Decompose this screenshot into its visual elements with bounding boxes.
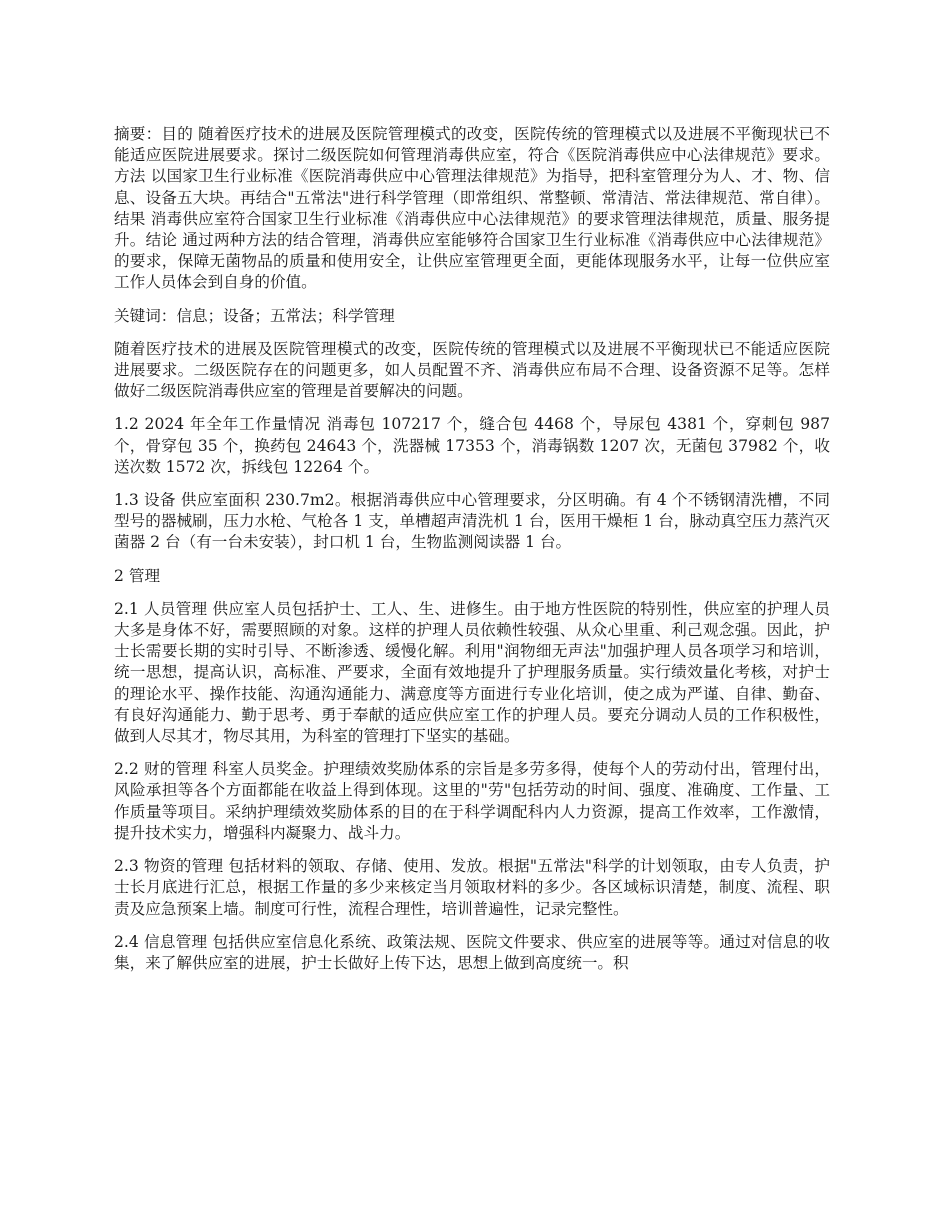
- keywords-paragraph: 关键词：信息；设备；五常法；科学管理: [114, 306, 395, 325]
- intro-paragraph: 随着医疗技术的进展及医院管理模式的改变，医院传统的管理模式以及进展不平衡现状已不能适应医院进展要求。二级医院存在的问题更多，如人员配置不齐、消毒供应布局不合理、设备资源不足等。怎样做好二级医院消毒供应室的管理是首要解决的问题。: [114, 339, 830, 401]
- equipment-paragraph: 1.3 设备 供应室面积 230.7m2。根据消毒供应中心管理要求，分区明确。有 4 个不锈钢清洗槽，不同型号的器械刷，压力水枪、气枪各 1 支，单槽超声清洗机 1 台，医用干燥柜 1 台，脉动真空压力蒸汽灭菌器 2 台（有一台未安装），封口机 1 台，生物监测阅读器 1 台。: [114, 491, 830, 552]
- materials-paragraph: 2.3 物资的管理 包括材料的领取、存储、使用、发放。根据"五常法"科学的计划领取，由专人负责，护士长月底进行汇总，根据工作量的多少来核定当月领取材料的多少。各区域标识清楚，制度、流程、职责及应急预案上墙。制度可行性，流程合理性，培训普遍性，记录完整性。: [114, 857, 830, 918]
- workload-paragraph: 1.2 2024 年全年工作量情况 消毒包 107217 个，缝合包 4468 个，导尿包 4381 个，穿刺包 987 个，骨穿包 35 个，换药包 24643 个，洗器械 17353 个，消毒锅数 1207 次，无菌包 37982 个，收送次数 1572 次，拆线包 12264 个。: [114, 415, 830, 476]
- abstract-paragraph: 摘要：目的 随着医疗技术的进展及医院管理模式的改变，医院传统的管理模式以及进展不平衡现状已不能适应医院进展要求。探讨二级医院如何管理消毒供应室，符合《医院消毒供应中心法律规范》要求。方法 以国家卫生行业标准《医院消毒供应中心管理法律规范》为指导，把科室管理分为人、才、物、信息、设备五大块。再结合"五常法"进行科学管理（即常组织、常整顿、常清洁、常法律规范、常自律）。结果 消毒供应室符合国家卫生行业标准《消毒供应中心法律规范》的要求管理法律规范，质量、服务提升。结论 通过两种方法的结合管理，消毒供应室能够符合国家卫生行业标准《消毒供应中心法律规范》的要求，保障无菌物品的质量和使用安全，让供应室管理更全面，更能体现服务水平，让每一位供应室工作人员体会到自身的价值。: [114, 125, 830, 292]
- information-paragraph: 2.4 信息管理 包括供应室信息化系统、政策法规、医院文件要求、供应室的进展等等。通过对信息的收集，来了解供应室的进展，护士长做好上传下达，思想上做到高度统一。积: [114, 932, 830, 972]
- document-body: [114, 124, 830, 986]
- finance-paragraph: 2.2 财的管理 科室人员奖金。护理绩效奖励体系的宗旨是多劳多得，使每个人的劳动付出，管理付出，风险承担等各个方面都能在收益上得到体现。这里的"劳"包括劳动的时间、强度、准确度、工作量、工作质量等项目。采纳护理绩效奖励体系的目的在于科学调配科内人力资源，提高工作效率，工作激情，提升技术实力，增强科内凝聚力、战斗力。: [114, 760, 830, 842]
- personnel-paragraph: 2.1 人员管理 供应室人员包括护士、工人、生、进修生。由于地方性医院的特别性，供应室的护理人员大多是身体不好，需要照顾的对象。这样的护理人员依赖性较强、从众心里重、利己观念强。因此，护士长需要长期的实时引导、不断渗透、缓慢化解。利用"润物细无声法"加强护理人员各项学习和培训，统一思想，提高认识，高标准、严要求，全面有效地提升了护理服务质量。实行绩效量化考核，对护士的理论水平、操作技能、沟通沟通能力、满意度等方面进行专业化培训，使之成为严谨、自律、勤奋、有良好沟通能力、勤于思考、勇于奉献的适应供应室工作的护理人员。要充分调动人员的工作积极性，做到人尽其才，物尽其用，为科室的管理打下坚实的基础。: [114, 599, 830, 746]
- section-heading-management: 2 管理: [114, 566, 161, 585]
